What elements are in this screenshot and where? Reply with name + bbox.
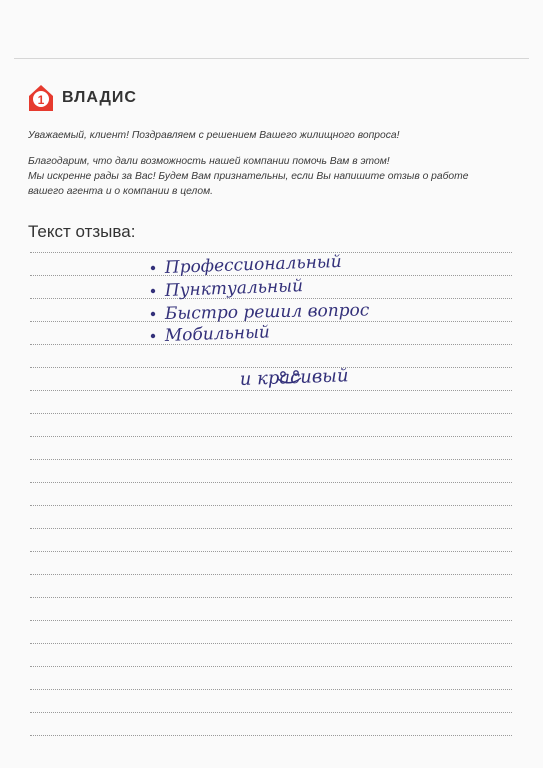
- greeting-line: Уважаемый, клиент! Поздравляем с решением Вашего жилищного вопроса!: [28, 130, 400, 141]
- review-item: Мобильный: [164, 322, 271, 346]
- review-heading: Текст отзыва:: [28, 222, 136, 241]
- thanks-line-1: Благодарим, что дали возможность нашей компании помочь Вам в этом!: [28, 156, 390, 167]
- logo-number: 1: [37, 93, 45, 107]
- thanks-line-2: Мы искренне рады за Вас! Будем Вам признательны, если Вы напишите отзыв о работе: [28, 171, 469, 182]
- bullet-dot: [151, 334, 155, 338]
- bullet-dot: [151, 266, 155, 270]
- brand-name: ВЛАДИС: [62, 89, 137, 106]
- review-item: Быстро решил вопрос: [164, 300, 370, 324]
- bullet-dot: [151, 289, 155, 293]
- review-closing: и красивый: [239, 365, 349, 390]
- bullet-dot: [151, 312, 155, 316]
- review-item: Профессиональный: [164, 251, 343, 278]
- thanks-line-3: вашего агента и о компании в целом.: [28, 186, 213, 197]
- review-item: Пунктуальный: [164, 276, 304, 301]
